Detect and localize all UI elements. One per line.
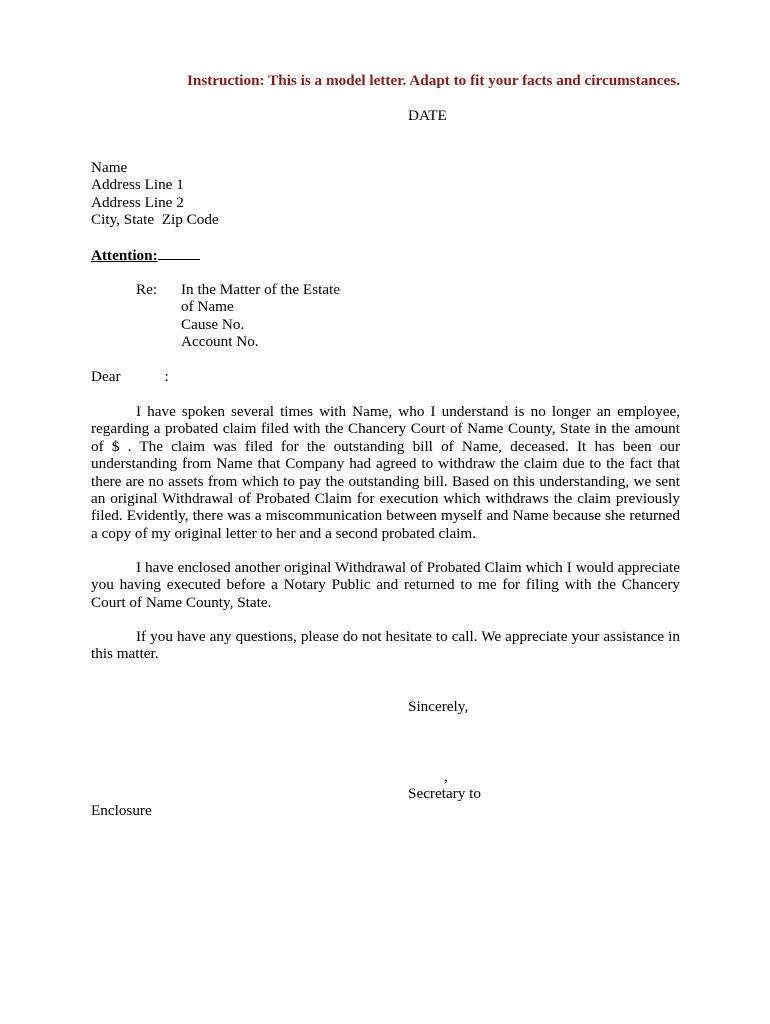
re-line: Cause No. (181, 315, 245, 333)
city-state-zip: City, State Zip Code (91, 211, 219, 229)
attention-label: Attention: (91, 247, 158, 264)
re-line: In the Matter of the Estate (181, 281, 340, 298)
salutation (91, 368, 169, 386)
salutation-greeting: Dear (91, 368, 121, 385)
attention-line (91, 246, 200, 265)
body-paragraph-1: I have spoken several times with Name, who I understand is no longer an employee, regarding a probated claim filed with the Chancery Court of Name County, State in the amount of $ . The claim was filed for the outstanding bill of Name, deceased. It has been our understanding from Name that Company had agreed to withdraw the claim due to the fact that there are no assets from which to pay the outstanding bill. Based on this understanding, we sent an original Withdrawal of Probated Claim for execution which withdraws the claim previously filed. Evidently, there was a miscommunication between myself and Name because she returned a copy of my original letter to her and a second probated claim. (91, 403, 680, 542)
re-line: Account No. (181, 333, 259, 351)
attention-blank (158, 246, 200, 260)
body-paragraph-2: I have enclosed another original Withdrawal of Probated Claim which I would appreciate you having executed before a Notary Public and returned to me for filing with the Chancery Court of Name County, State. (91, 559, 680, 611)
signature-comma: , (444, 768, 448, 785)
recipient-address (91, 159, 219, 229)
re-lines (181, 281, 340, 351)
signature-secretary: Secretary to (408, 785, 481, 802)
letter-date: DATE (408, 107, 447, 124)
re-line: of Name (181, 298, 234, 316)
address-line-2: Address Line 2 (91, 193, 184, 211)
closing-sincerely: Sincerely, (408, 698, 469, 715)
address-line-1: Address Line 1 (91, 176, 184, 194)
enclosure-note: Enclosure (91, 802, 152, 819)
recipient-name: Name (91, 159, 128, 176)
body-paragraph-3: If you have any questions, please do not hesitate to call. We appreciate your assistance in this matter. (91, 628, 680, 663)
re-label: Re: (136, 281, 158, 298)
salutation-colon: : (164, 368, 169, 385)
instruction-note: Instruction: This is a model letter. Adapt to fit your facts and circumstances. (186, 72, 680, 89)
